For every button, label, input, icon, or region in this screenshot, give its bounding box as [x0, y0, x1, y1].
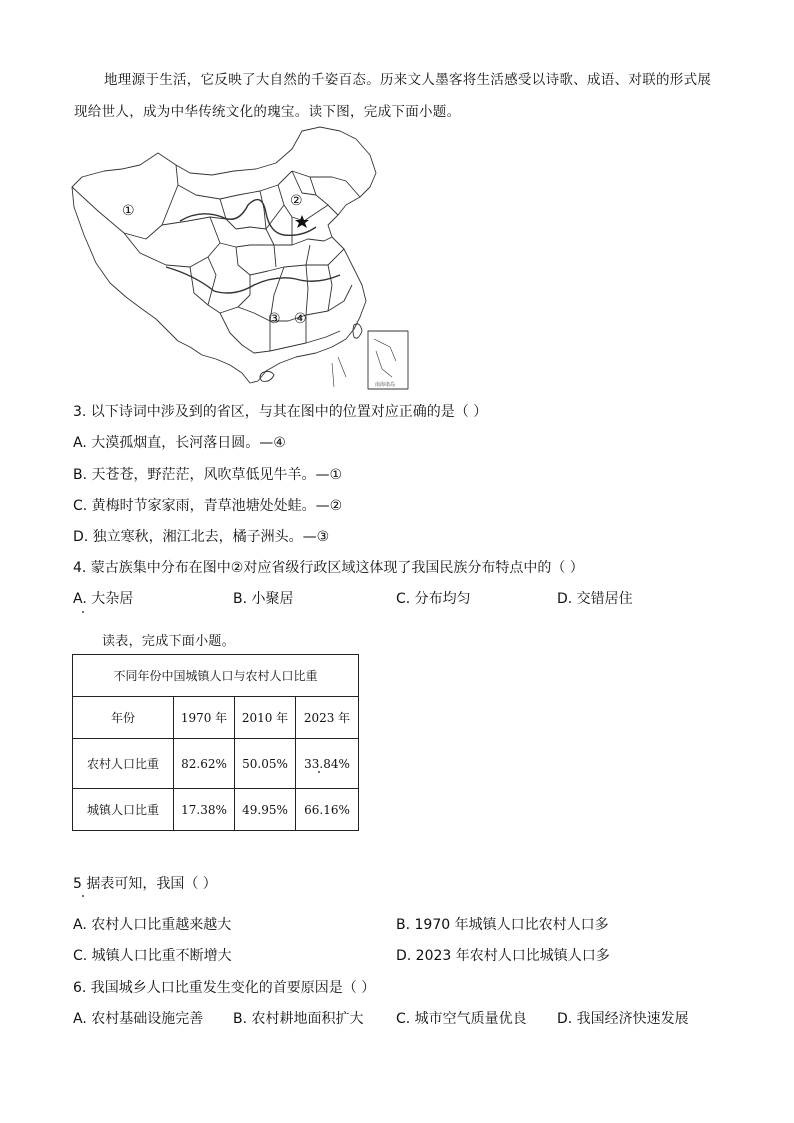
table-cell: 17.38% [174, 789, 235, 831]
q6-option-a[interactable]: A. 农村基础设施完善 [73, 1011, 204, 1027]
q5-option-d[interactable]: D. 2023 年农村人口比城镇人口多 [396, 948, 610, 964]
q4-stem: 4. 蒙古族集中分布在图中②对应省级行政区域这体现了我国民族分布特点中的（ ） [73, 560, 584, 576]
table-cell: 49.95% [235, 789, 296, 831]
q3-option-b[interactable]: B. 天苍苍，野茫茫，风吹草低见牛羊。—① [73, 467, 343, 483]
intro-line-1: 地理源于生活，它反映了大自然的千姿百态。历来文人墨客将生活感受以诗歌、成语、对联的形式展 [104, 72, 712, 88]
q6-option-b[interactable]: B. 农村耕地面积扩大 [233, 1011, 364, 1027]
table-header-2010: 2010 年 [235, 697, 296, 739]
q4-option-c[interactable]: C. 分布均匀 [396, 591, 471, 607]
q5-option-a[interactable]: A. 农村人口比重越来越大 [73, 917, 232, 933]
q4-option-b[interactable]: B. 小聚居 [233, 591, 294, 607]
taiwan-island [353, 324, 362, 338]
inset-caption: 南海诸岛 [375, 382, 396, 388]
map-label-3: ③ [268, 311, 281, 327]
china-outline [72, 127, 376, 383]
table-row-urban-label: 城镇人口比重 [73, 789, 174, 831]
map-label-4: ④ [294, 311, 307, 327]
q6-stem: 6. 我国城乡人口比重发生变化的首要原因是（ ） [73, 980, 376, 996]
table-intro: 读表，完成下面小题。 [102, 634, 236, 649]
table-cell: 66.16% [296, 789, 359, 831]
stray-dot [318, 771, 320, 773]
table-cell: 82.62% [174, 739, 235, 789]
q4-option-a[interactable]: A. 大杂居 [73, 591, 134, 607]
table-row-rural-label: 农村人口比重 [73, 739, 174, 789]
q3-option-c[interactable]: C. 黄梅时节家家雨，青草池塘处处蛙。—② [73, 498, 343, 514]
q6-option-d[interactable]: D. 我国经济快速发展 [557, 1011, 689, 1027]
q4-option-d[interactable]: D. 交错居住 [557, 591, 633, 607]
q6-option-c[interactable]: C. 城市空气质量优良 [396, 1011, 527, 1027]
map-label-2: ② [290, 193, 303, 209]
q3-stem: 3. 以下诗词中涉及到的省区，与其在图中的位置对应正确的是（ ） [73, 404, 488, 420]
population-table [72, 654, 359, 831]
table-cell: 50.05% [235, 739, 296, 789]
table-title: 不同年份中国城镇人口与农村人口比重 [73, 655, 359, 697]
q5-option-c[interactable]: C. 城镇人口比重不断增大 [73, 948, 232, 964]
stray-dot [82, 611, 84, 613]
china-map-drawing [70, 125, 415, 393]
table-header-2023: 2023 年 [296, 697, 359, 739]
stray-dot [82, 895, 84, 897]
table-header-1970: 1970 年 [174, 697, 235, 739]
capital-star-icon [295, 215, 309, 228]
map-label-1: ① [122, 203, 135, 219]
china-map [70, 125, 415, 393]
intro-line-2: 现给世人，成为中华传统文化的瑰宝。读下图，完成下面小题。 [74, 104, 461, 120]
q5-stem: 5 据表可知，我国（ ） [73, 876, 217, 892]
q3-option-a[interactable]: A. 大漠孤烟直，长河落日圆。—④ [73, 435, 286, 451]
q5-option-b[interactable]: B. 1970 年城镇人口比农村人口多 [396, 917, 609, 933]
q3-option-d[interactable]: D. 独立寒秋，湘江北去，橘子洲头。—③ [73, 529, 330, 545]
table-cell: 33.84% [296, 739, 359, 789]
table-header-year: 年份 [73, 697, 174, 739]
